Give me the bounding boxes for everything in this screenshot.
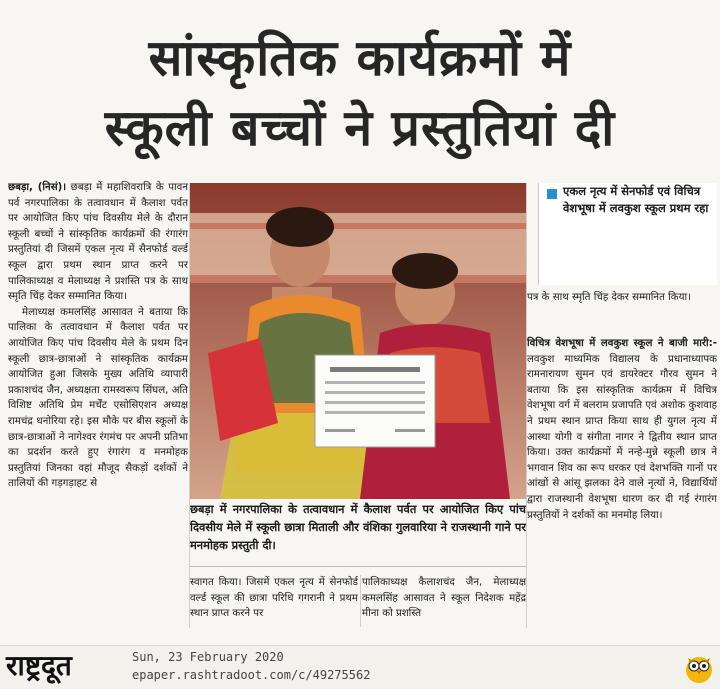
article-column-right-top: पत्र के साथ स्मृति चिंह देकर सम्मानित किया। <box>527 292 691 303</box>
masthead-logo: राष्ट्रदूत <box>6 649 72 682</box>
callout-box <box>538 183 717 285</box>
callout-text: एकल नृत्य में सेनफोर्ड एवं विचित्र वेशभूषा में लवकुश स्कूल प्रथम रहा <box>563 184 709 215</box>
article-paragraph-2: मेलाध्यक्ष कमलसिंह आसावत ने बताया कि पालिका के तत्वावधान में कैलाश पर्वत पर आयोजित किए पांच दिवसीय मेले के प्रथम दिन स्कूली छात्र-छात्राओं ने सांस्कृतिक कार्यक्रम आयोजित हुआ जिसके मुख्य अतिथि व्यापारी प्रकाशचंद जैन, अध्यक्षता रामस्वरूप सिंघल, अति विशिष्ट अतिथि प्रेम मर्चेंट एसोसिएशन अध्यक्ष रामचंद्र धनोरिया रहे। इस मौके पर बीस स्कूलों के छात्र-छात्राओं ने नागेश्वर रंगमंच पर अपनी प्रतिभा का प्रदर्शन करते हुए रंगारंग व मनमोहक प्रस्तुतियां जिनका वहां मौजूद सैकड़ों दर्शकों ने तालियों की गड़गड़ाहट से <box>8 306 188 490</box>
column-divider <box>189 183 190 628</box>
article-column-right <box>527 336 717 624</box>
headline-line-2: स्कूली बच्चों ने प्रस्तुतियां दी <box>104 99 616 157</box>
square-bullet-icon <box>547 189 557 199</box>
girls-holding-certificate-photo <box>190 183 526 499</box>
article-column-bottom-2: पालिकाध्यक्ष कैलाशचंद जैन, मेलाध्यक्ष कमलसिंह आसावत ने स्कूल निदेशक महेंद्र मीना को प्रशस्ति <box>362 577 526 620</box>
event-photo <box>190 183 526 499</box>
column-divider <box>360 575 361 627</box>
article-column-left <box>8 180 188 642</box>
subheading: विचित्र वेशभूषा में लवकुश स्कूल ने बाजी मारी:- <box>527 338 717 349</box>
photo-caption: छबड़ा में नगरपालिका के तत्वावधान में कैलाश पर्वत पर आयोजित किए पांच दिवसीय मेले में स्कूली छात्रा मिताली और वंशिका गुलवारिया ने राजस्थानी गाने पर मनमोहक प्रस्तुती दी। <box>190 500 526 567</box>
publication-date: Sun, 23 February 2020 <box>132 650 284 664</box>
article-paragraph-1: छबड़ा में महाशिवरात्रि के पावन पर्व नगरपालिका के तत्वावधान में कैलाश पर्वत पर आयोजित किए पांच दिवसीय मेले के दौरान स्कूली बच्चों ने सांस्कृतिक कार्यक्रमों की रंगारंग प्रस्तुतियां दी जिसमें एकल नृत्य में सैनफोर्ड वर्ल्ड स्कूल द्वारा प्रथम स्थान प्राप्त करने पर पालिकाध्यक्ष व मेलाध्यक्ष ने प्रशस्ति पत्र के साथ स्मृति चिंह देकर सम्मानित किया। <box>8 182 188 303</box>
article-column-bottom-1: स्वागत किया। जिसमें एकल नृत्य में सेनफोर्ड वर्ल्ड स्कूल की छात्रा परिधि गगरानी ने प्रथम स्थान प्राप्त करने पर <box>190 577 358 620</box>
column-divider <box>526 183 527 628</box>
footer-bar <box>0 645 720 689</box>
article-paragraph-3: लवकुश माध्यमिक विद्यालय के प्रधानाध्यापक रामनारायण सुमन एवं डायरेक्टर गौरव सुमन ने बताया कि इस सांस्कृतिक कार्यक्रम में विचित्र वेशभूषा वर्ग में बलराम प्रजापति एवं अशोक कुशवाह ने प्रथम स्थान प्राप्त किया साथ ही युगल नृत्य में आस्था योगी व संगीता नागर ने द्वितीय स्थान प्राप्त किया। उक्त कार्यक्रमों में नन्हे-मुन्ने स्कूली छात्र ने भगवान शिव का रूप धरकर एवं देशभक्ति गानों पर आंखों से आंसू झलका देने वाले नृत्यों ने, विद्यार्थियों द्वारा राजस्थानी वेशभूषा धारण कर दी गई रंगारंग प्रस्तुतियों ने दर्शकों का मनमोह लिया। <box>527 353 717 521</box>
owl-icon <box>684 652 714 684</box>
dateline: छबड़ा, (निसं)। <box>8 182 67 193</box>
epaper-url[interactable]: epaper.rashtradoot.com/c/49275562 <box>132 668 371 682</box>
headline-line-1: सांस्कृतिक कार्यक्रमों में <box>148 29 572 87</box>
